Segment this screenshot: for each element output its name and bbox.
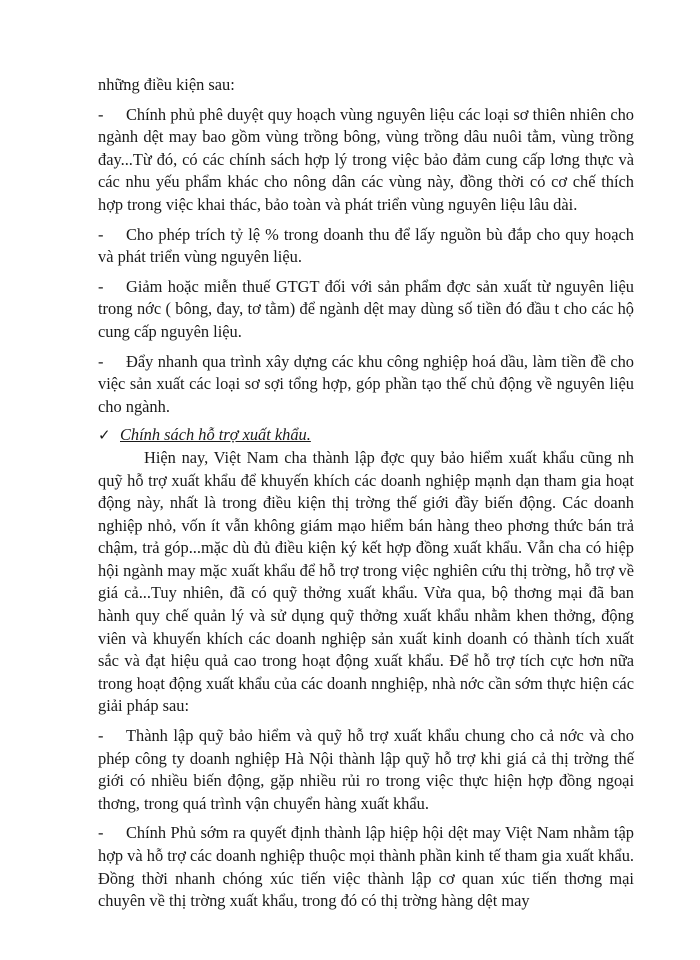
bullet-list-export-support <box>98 718 634 913</box>
checkmark-icon: ✓ <box>98 426 111 445</box>
bullet-dash: - <box>98 276 104 296</box>
bullet-dash: - <box>98 104 104 124</box>
intro-line: những điều kiện sau: <box>98 75 235 94</box>
bullet-dash: - <box>98 224 104 244</box>
bullet-text: Chính Phủ sớm ra quyết định thành lập hiệp hội dệt may Việt Nam nhằm tập hợp và hỗ trợ các doanh nghiệp thuộc mọi thành phần kinh tế tham gia xuất khẩu. Đồng thời nhanh chóng xúc tiến việc thành lập cơ quan xúc tiến thơng mại chuyên về thị trờng xuất khẩu, trong đó có thị trờng hàng dệt may <box>98 823 634 911</box>
section-heading <box>98 418 634 447</box>
bullet-item <box>98 344 634 419</box>
bullet-item <box>98 217 634 269</box>
document-page <box>98 74 634 913</box>
bullet-item <box>98 97 634 217</box>
bullet-text: Đẩy nhanh qua trình xây dựng các khu công nghiệp hoá dầu, làm tiền đề cho việc sản xuất các loại sơ sợi tổng hợp, góp phần tạo thế chủ động về nguyên liệu cho ngành. <box>98 351 634 416</box>
bullet-list-raw-materials <box>98 97 634 419</box>
bullet-item <box>98 269 634 344</box>
bullet-dash: - <box>98 351 104 371</box>
bullet-item <box>98 815 634 912</box>
bullet-text: Chính phủ phê duyệt quy hoạch vùng nguyên liệu các loại sơ thiên nhiên cho ngành dệt may bao gồm vùng trồng bông, vùng trồng dâu nuôi tằm, vùng trồng đay...Từ đó, có các chính sách hợp lý trong việc bảo đảm cung cấp lơng thực và các nhu yếu phẩm khác cho nông dân các vùng này, đồng thời có cơ chế thích hợp trong việc khai thác, bảo toàn và phát triển vùng nguyên liệu lâu dài. <box>98 104 634 214</box>
body-paragraph: Hiện nay, Việt Nam cha thành lập đợc quy bảo hiểm xuất khẩu cũng nh quỹ hỗ trợ xuất khẩu để khuyến khích các doanh nghiệp mạnh dạn tham gia hoạt động này, nhất là trong điều kiện thị trờng thế giới đầy biến động. Các doanh nghiệp nhỏ, vốn ít vẫn không giám mạo hiểm bán hàng theo phơng thức bán trả chậm, trả góp...mặc dù đủ điều kiện ký kết hợp đồng xuất khẩu. Vẫn cha có hiệp hội ngành may mặc xuất khẩu để hỗ trợ trong việc nghiên cứu thị trờng, hỗ trợ về giá cả...Tuy nhiên, đã có quỹ thởng xuất khẩu. Vừa qua, bộ thơng mại đã ban hành quy chế quản lý và sử dụng quỹ thởng xuất khẩu nhằm khen thởng, động viên và khuyến khích các doanh nghiệp sản xuất kinh doanh có thành tích xuất sắc và đạt hiệu quả cao trong hoạt động xuất khẩu. Để hỗ trợ tích cực hơn nữa trong hoạt động xuất khẩu của các doanh nnghiệp, nhà nớc cần sớm thực hiện các giải pháp sau: <box>98 447 634 716</box>
bullet-item <box>98 718 634 815</box>
bullet-text: Cho phép trích tỷ lệ % trong doanh thu để lấy nguồn bù đắp cho quy hoạch và phát triển vùng nguyên liệu. <box>98 224 634 267</box>
bullet-dash: - <box>98 726 104 746</box>
bullet-text: Thành lập quỹ bảo hiểm và quỹ hỗ trợ xuất khẩu chung cho cả nớc và cho phép công ty doanh nghiệp Hà Nội thành lập quỹ hỗ trợ khi giá cả thị trờng thế giới có nhiều biến động, gặp nhiều rủi ro trong việc thực hiện hợp đồng ngoại thơng, trong quá trình vận chuyển hàng xuất khẩu. <box>98 726 634 813</box>
bullet-dash: - <box>98 823 104 843</box>
section-title: Chính sách hỗ trợ xuất khẩu. <box>120 425 311 445</box>
bullet-text: Giảm hoặc miễn thuế GTGT đối với sản phẩm đợc sản xuất từ nguyên liệu trong nớc ( bông, đay, tơ tằm) để ngành dệt may dùng số tiền đó đầu t cho các hộ cung cấp nguyên liệu. <box>98 276 634 341</box>
